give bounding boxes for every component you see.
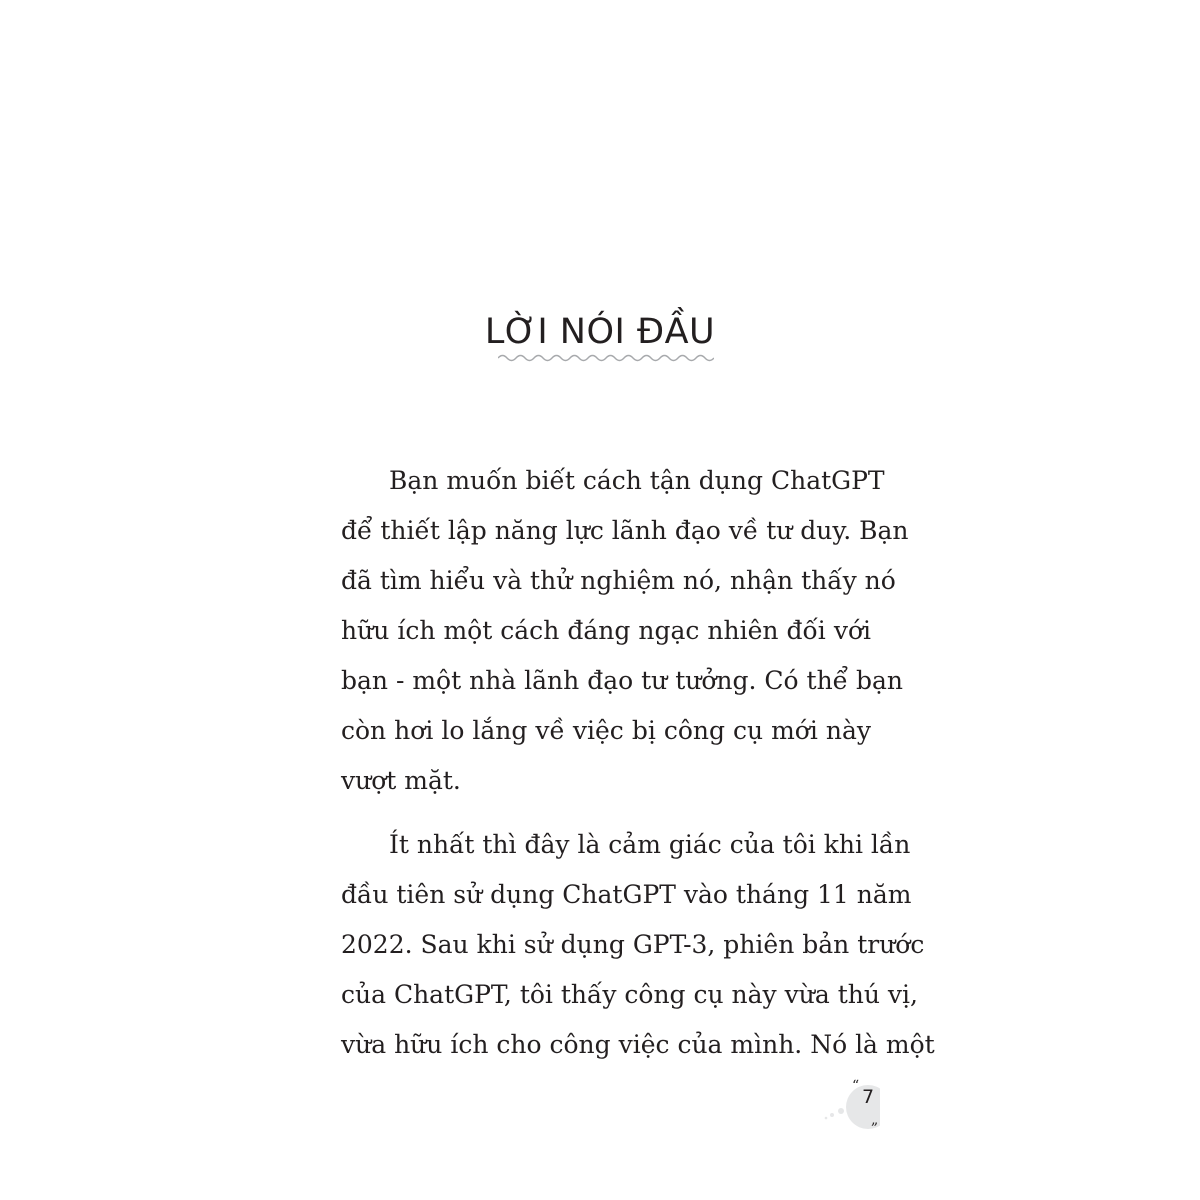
text-line: Ít nhất thì đây là cảm giác của tôi khi lần xyxy=(389,830,911,859)
svg-text:„: „ xyxy=(871,1112,879,1128)
text-line: của ChatGPT, tôi thấy công cụ này vừa thú vị, xyxy=(341,980,918,1009)
paragraph xyxy=(341,456,909,806)
svg-text:“: “ xyxy=(852,1078,860,1094)
page-number: 7 xyxy=(861,1086,875,1108)
body-text xyxy=(341,456,935,1070)
text-line: Bạn muốn biết cách tận dụng ChatGPT xyxy=(389,466,885,495)
wavy-underline-ornament xyxy=(498,352,714,364)
page-title: LỜI NÓI ĐẦU xyxy=(484,312,716,352)
text-line: để thiết lập năng lực lãnh đạo về tư duy. Bạn xyxy=(341,516,909,545)
text-line: còn hơi lo lắng về việc bị công cụ mới này xyxy=(341,716,871,745)
page-number-badge xyxy=(820,1075,880,1131)
paragraph xyxy=(341,820,935,1070)
text-line: đầu tiên sử dụng ChatGPT vào tháng 11 năm xyxy=(341,880,912,909)
text-line: bạn - một nhà lãnh đạo tư tưởng. Có thể bạn xyxy=(341,666,904,695)
text-line: hữu ích một cách đáng ngạc nhiên đối với xyxy=(341,616,871,645)
text-line: 2022. Sau khi sử dụng GPT-3, phiên bản trước xyxy=(341,930,925,959)
text-line: vượt mặt. xyxy=(341,766,461,795)
text-line: vừa hữu ích cho công việc của mình. Nó là một xyxy=(341,1030,935,1059)
text-line: đã tìm hiểu và thử nghiệm nó, nhận thấy nó xyxy=(341,566,896,595)
heading-container xyxy=(0,312,1200,352)
